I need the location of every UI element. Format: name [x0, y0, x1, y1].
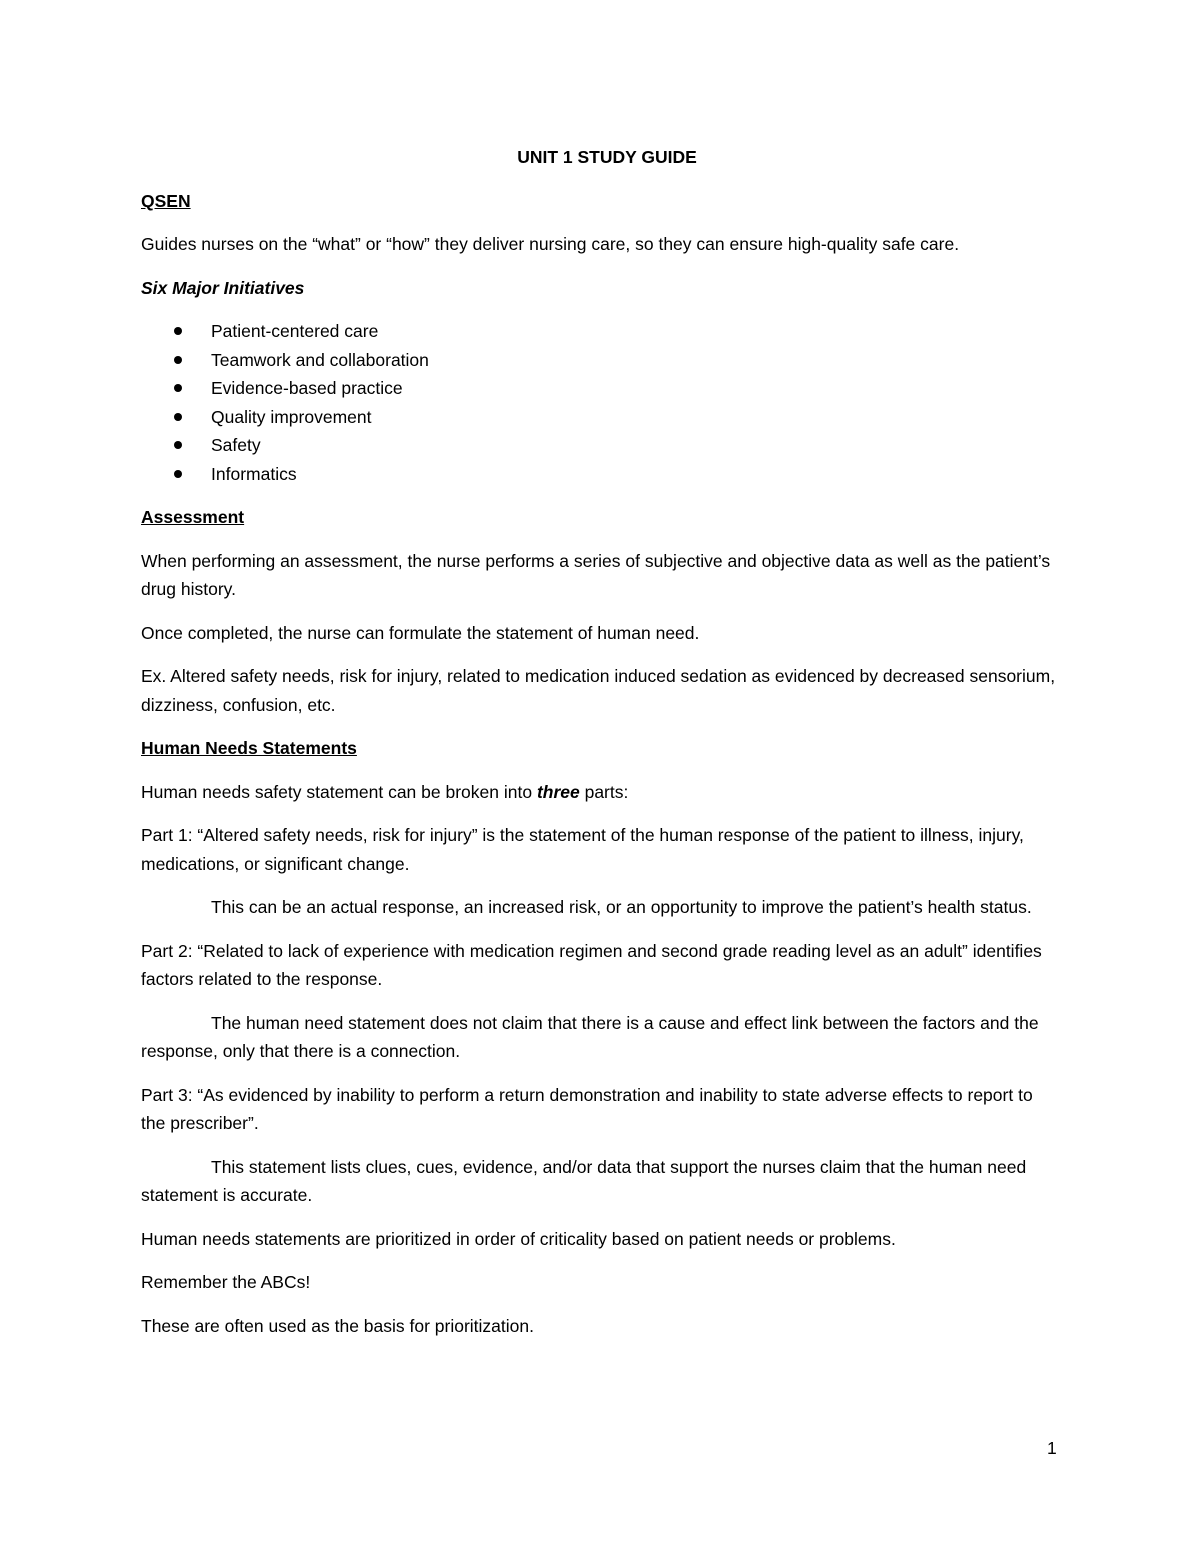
part-2-note: The human need statement does not claim that there is a cause and effect link between the factors and the response, only that there is a connection. — [141, 1012, 1039, 1061]
basis-paragraph: These are often used as the basis for prioritization. — [141, 1315, 534, 1336]
human-needs-heading: Human Needs Statements — [141, 738, 357, 758]
prioritization-paragraph: Human needs statements are prioritized in order of criticality based on patient needs or problems. — [141, 1228, 896, 1249]
intro-emphasis: three — [536, 781, 580, 802]
part-3-statement: Part 3: “As evidenced by inability to perform a return demonstration and inability to state adverse effects to report to the prescriber”. — [141, 1084, 1033, 1133]
list-item-text: Quality improvement — [211, 406, 372, 427]
assessment-heading: Assessment — [141, 507, 245, 527]
list-item — [141, 317, 1061, 346]
abcs-reminder: Remember the ABCs! — [141, 1272, 311, 1292]
human-needs-intro — [141, 778, 1061, 807]
list-item-text: Safety — [211, 435, 261, 455]
bullet-icon — [174, 470, 182, 478]
bullet-icon — [174, 413, 182, 421]
bullet-icon — [174, 327, 182, 335]
bullet-icon — [174, 384, 182, 392]
assessment-paragraph: When performing an assessment, the nurse performs a series of subjective and objective data as well as the patient’s drug history. — [141, 550, 1051, 599]
list-item-text: Teamwork and collaboration — [211, 349, 429, 370]
document-title: UNIT 1 STUDY GUIDE — [517, 147, 697, 167]
intro-text-end: parts: — [579, 781, 629, 802]
bullet-icon — [174, 356, 182, 364]
list-item-text: Evidence-based practice — [211, 378, 403, 398]
list-item — [141, 346, 1061, 375]
part-3-note: This statement lists clues, cues, evidence, and/or data that support the nurses claim that the human need statement is accurate. — [141, 1156, 1027, 1205]
initiatives-heading: Six Major Initiatives — [141, 277, 305, 298]
part-1-statement: Part 1: “Altered safety needs, risk for injury” is the statement of the human response of the patient to illness, injury, medications, or significant change. — [141, 825, 1024, 874]
page-number: 1 — [1047, 1438, 1057, 1458]
qsen-heading: QSEN — [141, 190, 191, 211]
list-item — [141, 460, 1061, 489]
list-item — [141, 431, 1061, 460]
bullet-icon — [174, 441, 182, 449]
initiatives-list — [141, 317, 1061, 488]
list-item — [141, 403, 1061, 432]
intro-text: Human needs safety statement can be broken into — [141, 781, 537, 802]
qsen-description: Guides nurses on the “what” or “how” they deliver nursing care, so they can ensure high-quality safe care. — [141, 234, 960, 254]
list-item-text: Patient-centered care — [211, 321, 379, 341]
assessment-example: Ex. Altered safety needs, risk for injury, related to medication induced sedation as evidenced by decreased sensorium, dizziness, confusion, etc. — [141, 666, 1056, 715]
part-2-statement: Part 2: “Related to lack of experience with medication regimen and second grade reading level as an adult” identifies factors related to the response. — [141, 940, 1042, 989]
list-item — [141, 374, 1061, 403]
list-item-text: Informatics — [211, 463, 297, 484]
document-body — [141, 143, 1061, 1355]
part-1-note: This can be an actual response, an increased risk, or an opportunity to improve the patient’s health status. — [211, 897, 1032, 917]
assessment-paragraph: Once completed, the nurse can formulate the statement of human need. — [141, 622, 700, 643]
